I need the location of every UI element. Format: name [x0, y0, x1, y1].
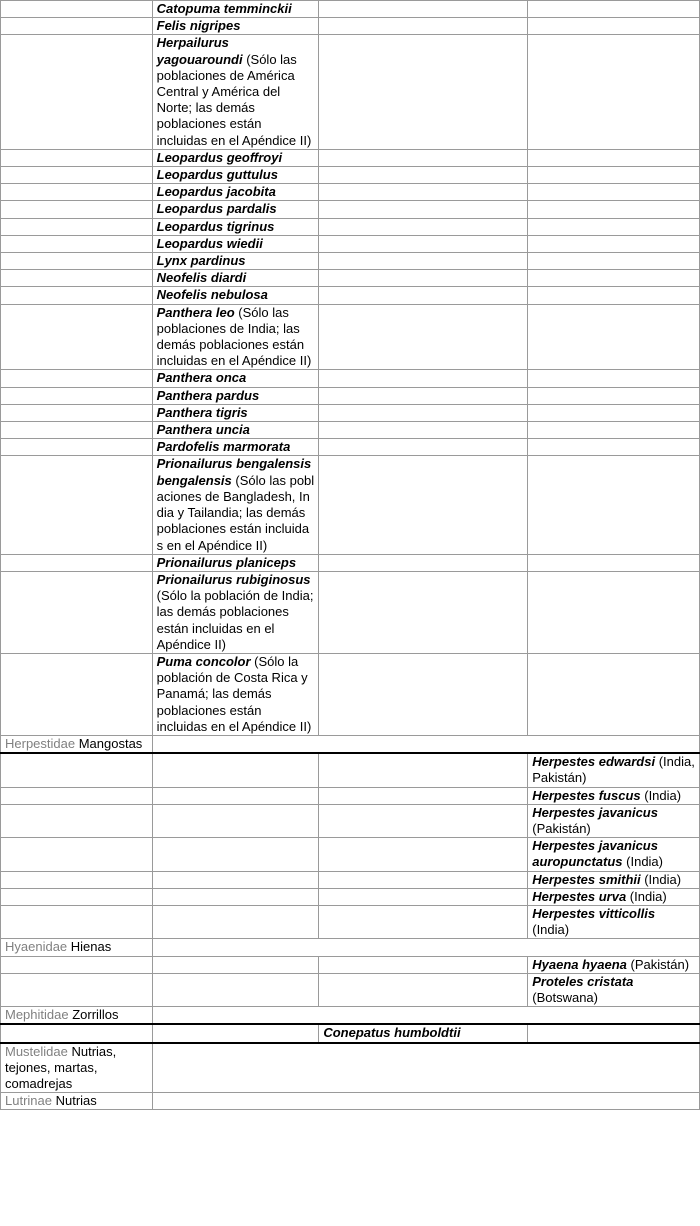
species-note: (India)	[640, 871, 682, 887]
species-cell	[152, 149, 319, 166]
species-cell	[528, 973, 700, 1006]
species-note: (Pakistán)	[532, 820, 591, 836]
empty-cell	[1, 387, 153, 404]
empty-cell	[528, 201, 700, 218]
family-row	[1, 1043, 700, 1093]
empty-cell	[1, 218, 153, 235]
family-cell	[1, 1007, 153, 1025]
species-name: Leopardus wiedii	[156, 235, 263, 251]
species-name: Leopardus guttulus	[156, 167, 278, 183]
empty-cell	[1, 422, 153, 439]
empty-cell	[528, 287, 700, 304]
family-span-cell	[152, 735, 699, 753]
empty-cell	[1, 235, 153, 252]
family-cell	[1, 939, 153, 956]
family-row	[1, 939, 700, 956]
empty-cell	[152, 956, 319, 973]
species-row	[1, 167, 700, 184]
species-cell	[528, 871, 700, 888]
species-cell	[152, 554, 319, 571]
family-span-cell	[152, 1093, 699, 1110]
species-row	[1, 439, 700, 456]
empty-cell	[1, 287, 153, 304]
species-cell	[528, 787, 700, 804]
empty-cell	[1, 1024, 153, 1042]
species-name: Panthera leo	[156, 304, 235, 320]
family-span-cell	[152, 1043, 699, 1093]
species-row	[1, 804, 700, 837]
empty-cell	[1, 184, 153, 201]
empty-cell	[152, 804, 319, 837]
species-name: Herpestes vitticollis	[532, 905, 656, 921]
empty-cell	[319, 253, 528, 270]
species-cell	[152, 235, 319, 252]
species-name: Leopardus tigrinus	[156, 218, 275, 234]
empty-cell	[1, 253, 153, 270]
empty-cell	[1, 270, 153, 287]
species-cell	[152, 456, 319, 554]
family-span-cell	[152, 1007, 699, 1025]
species-name: Herpestes fuscus	[532, 787, 641, 803]
empty-cell	[319, 905, 528, 938]
species-row	[1, 270, 700, 287]
empty-cell	[528, 571, 700, 653]
empty-cell	[319, 439, 528, 456]
species-row	[1, 753, 700, 787]
family-common-name: Nutrias	[51, 1093, 97, 1109]
empty-cell	[528, 1, 700, 18]
empty-cell	[319, 287, 528, 304]
family-common-name: Nutrias, tejones, martas, comadrejas	[5, 1043, 117, 1091]
species-row	[1, 456, 700, 554]
empty-cell	[528, 184, 700, 201]
empty-cell	[1, 456, 153, 554]
species-cell	[528, 753, 700, 787]
empty-cell	[528, 167, 700, 184]
species-name: Herpestes javanicus auropunctatus	[532, 838, 658, 870]
species-row	[1, 871, 700, 888]
family-common-name: Zorrillos	[68, 1007, 119, 1023]
empty-cell	[152, 905, 319, 938]
family-name: Mustelidae	[5, 1043, 68, 1059]
species-cell	[152, 404, 319, 421]
empty-cell	[1, 973, 153, 1006]
empty-cell	[319, 218, 528, 235]
species-note: (India)	[640, 787, 682, 803]
family-name: Herpestidae	[5, 735, 76, 751]
species-row	[1, 184, 700, 201]
empty-cell	[1, 404, 153, 421]
empty-cell	[152, 888, 319, 905]
empty-cell	[319, 804, 528, 837]
species-cell	[152, 18, 319, 35]
species-cell	[319, 1024, 528, 1042]
species-note: (Sólo las poblaciones de América Central y América del Norte; las demás poblaciones están incluidas en el Apéndice II)	[156, 51, 312, 148]
species-cell	[152, 167, 319, 184]
empty-cell	[528, 370, 700, 387]
empty-cell	[152, 787, 319, 804]
species-row	[1, 653, 700, 735]
species-name: Conepatus humboldtii	[323, 1025, 461, 1041]
empty-cell	[528, 653, 700, 735]
species-note: (Sólo las poblaciones de India; las demás poblaciones están incluidas en el Apéndice II)	[156, 304, 312, 369]
empty-cell	[1, 167, 153, 184]
species-row	[1, 422, 700, 439]
species-name: Leopardus jacobita	[156, 184, 276, 200]
empty-cell	[1, 956, 153, 973]
species-name: Herpailurus yagouaroundi	[156, 35, 243, 67]
species-name: Leopardus pardalis	[156, 201, 277, 217]
empty-cell	[152, 871, 319, 888]
species-name: Panthera uncia	[156, 422, 250, 438]
empty-cell	[319, 871, 528, 888]
family-common-name: Hienas	[67, 939, 112, 955]
empty-cell	[319, 1, 528, 18]
species-cell	[152, 387, 319, 404]
species-cell	[152, 653, 319, 735]
family-common-name: Mangostas	[75, 735, 143, 751]
species-cell	[152, 304, 319, 370]
species-cell	[152, 1, 319, 18]
species-name: Herpestes urva	[532, 888, 627, 904]
empty-cell	[319, 387, 528, 404]
empty-cell	[528, 404, 700, 421]
empty-cell	[319, 753, 528, 787]
species-name: Lynx pardinus	[156, 253, 246, 269]
empty-cell	[319, 18, 528, 35]
species-row	[1, 304, 700, 370]
empty-cell	[1, 439, 153, 456]
species-name: Pardofelis marmorata	[156, 439, 291, 455]
empty-cell	[319, 456, 528, 554]
species-cell	[528, 956, 700, 973]
empty-cell	[319, 653, 528, 735]
species-row	[1, 18, 700, 35]
species-name: Neofelis nebulosa	[156, 287, 268, 303]
species-cell	[528, 905, 700, 938]
species-name: Herpestes edwardsi	[532, 754, 656, 770]
empty-cell	[1, 554, 153, 571]
family-name: Hyaenidae	[5, 939, 68, 955]
empty-cell	[319, 571, 528, 653]
species-row	[1, 149, 700, 166]
empty-cell	[319, 838, 528, 871]
family-name: Mephitidae	[5, 1007, 69, 1023]
empty-cell	[528, 218, 700, 235]
empty-cell	[319, 184, 528, 201]
species-cell	[152, 439, 319, 456]
species-note: (India)	[532, 922, 570, 938]
empty-cell	[319, 888, 528, 905]
species-row	[1, 253, 700, 270]
family-row	[1, 735, 700, 753]
species-row	[1, 35, 700, 149]
species-name: Prionailurus rubiginosus	[156, 571, 311, 587]
empty-cell	[319, 167, 528, 184]
empty-cell	[152, 838, 319, 871]
empty-cell	[528, 18, 700, 35]
species-note: (Botswana)	[532, 989, 598, 1005]
empty-cell	[319, 787, 528, 804]
empty-cell	[528, 304, 700, 370]
empty-cell	[1, 18, 153, 35]
empty-cell	[319, 973, 528, 1006]
family-cell	[1, 1093, 153, 1110]
species-cell	[152, 422, 319, 439]
family-row	[1, 1093, 700, 1110]
species-row	[1, 1024, 700, 1042]
species-name: Panthera onca	[156, 370, 247, 386]
species-note: (Sólo las poblaciones de Bangladesh, India y Tailandia; las demás poblaciones están incluidas en el Apéndice II)	[156, 472, 315, 553]
empty-cell	[319, 404, 528, 421]
empty-cell	[319, 149, 528, 166]
empty-cell	[528, 1024, 700, 1042]
empty-cell	[152, 1024, 319, 1042]
species-cell	[528, 888, 700, 905]
species-row	[1, 973, 700, 1006]
species-row	[1, 554, 700, 571]
empty-cell	[1, 149, 153, 166]
species-cell	[152, 35, 319, 149]
species-name: Catopuma temminckii	[156, 1, 292, 16]
species-name: Panthera tigris	[156, 404, 248, 420]
empty-cell	[1, 1, 153, 18]
empty-cell	[152, 973, 319, 1006]
species-name: Hyaena hyaena	[532, 956, 627, 972]
empty-cell	[319, 370, 528, 387]
empty-cell	[319, 35, 528, 149]
species-cell	[152, 287, 319, 304]
species-row	[1, 387, 700, 404]
species-row	[1, 956, 700, 973]
species-row	[1, 1, 700, 18]
empty-cell	[1, 871, 153, 888]
empty-cell	[319, 422, 528, 439]
family-span-cell	[152, 939, 699, 956]
species-cell	[152, 253, 319, 270]
empty-cell	[1, 787, 153, 804]
table-body	[1, 1, 700, 1110]
empty-cell	[1, 753, 153, 787]
species-cell	[152, 201, 319, 218]
family-row	[1, 1007, 700, 1025]
empty-cell	[1, 370, 153, 387]
empty-cell	[1, 201, 153, 218]
empty-cell	[528, 422, 700, 439]
species-note: (India)	[622, 854, 663, 870]
species-name: Proteles cristata	[532, 973, 634, 989]
species-row	[1, 838, 700, 871]
empty-cell	[319, 304, 528, 370]
species-cell	[152, 218, 319, 235]
empty-cell	[528, 235, 700, 252]
empty-cell	[1, 304, 153, 370]
species-note: (Pakistán)	[626, 956, 690, 972]
empty-cell	[528, 35, 700, 149]
empty-cell	[319, 956, 528, 973]
empty-cell	[1, 35, 153, 149]
species-name: Herpestes javanicus	[532, 804, 658, 820]
species-cell	[152, 571, 319, 653]
species-cell	[528, 804, 700, 837]
species-note: (Sólo la población de Costa Rica y Panamá; las demás poblaciones están incluidas en el Apéndice II)	[156, 653, 312, 734]
species-row	[1, 888, 700, 905]
species-row	[1, 235, 700, 252]
family-cell	[1, 735, 153, 753]
empty-cell	[319, 270, 528, 287]
empty-cell	[1, 888, 153, 905]
empty-cell	[528, 387, 700, 404]
empty-cell	[528, 554, 700, 571]
species-name: Prionailurus bengalensis bengalensis	[156, 456, 312, 488]
species-name: Leopardus geoffroyi	[156, 149, 283, 165]
species-cell	[528, 838, 700, 871]
species-row	[1, 218, 700, 235]
species-cell	[152, 270, 319, 287]
empty-cell	[1, 804, 153, 837]
empty-cell	[152, 753, 319, 787]
species-name: Prionailurus planiceps	[156, 554, 297, 570]
species-note: (Sólo la población de India; las demás poblaciones están incluidas en el Apéndice II)	[156, 588, 314, 652]
species-name: Herpestes smithii	[532, 871, 641, 887]
species-note: (India)	[626, 888, 667, 904]
empty-cell	[1, 571, 153, 653]
family-name: Lutrinae	[5, 1093, 52, 1109]
species-name: Neofelis diardi	[156, 270, 247, 286]
species-name: Felis nigripes	[156, 18, 241, 34]
empty-cell	[319, 235, 528, 252]
empty-cell	[528, 149, 700, 166]
empty-cell	[528, 456, 700, 554]
species-row	[1, 370, 700, 387]
species-row	[1, 287, 700, 304]
empty-cell	[1, 905, 153, 938]
species-name: Panthera pardus	[156, 387, 260, 403]
empty-cell	[528, 253, 700, 270]
species-row	[1, 571, 700, 653]
species-row	[1, 404, 700, 421]
species-row	[1, 905, 700, 938]
empty-cell	[319, 201, 528, 218]
species-cell	[152, 370, 319, 387]
empty-cell	[319, 554, 528, 571]
empty-cell	[528, 439, 700, 456]
empty-cell	[1, 838, 153, 871]
species-row	[1, 787, 700, 804]
species-row	[1, 201, 700, 218]
empty-cell	[1, 653, 153, 735]
species-note: (India, Pakistán)	[532, 754, 695, 786]
family-cell	[1, 1043, 153, 1093]
species-cell	[152, 184, 319, 201]
empty-cell	[528, 270, 700, 287]
species-name: Puma concolor	[156, 653, 251, 669]
